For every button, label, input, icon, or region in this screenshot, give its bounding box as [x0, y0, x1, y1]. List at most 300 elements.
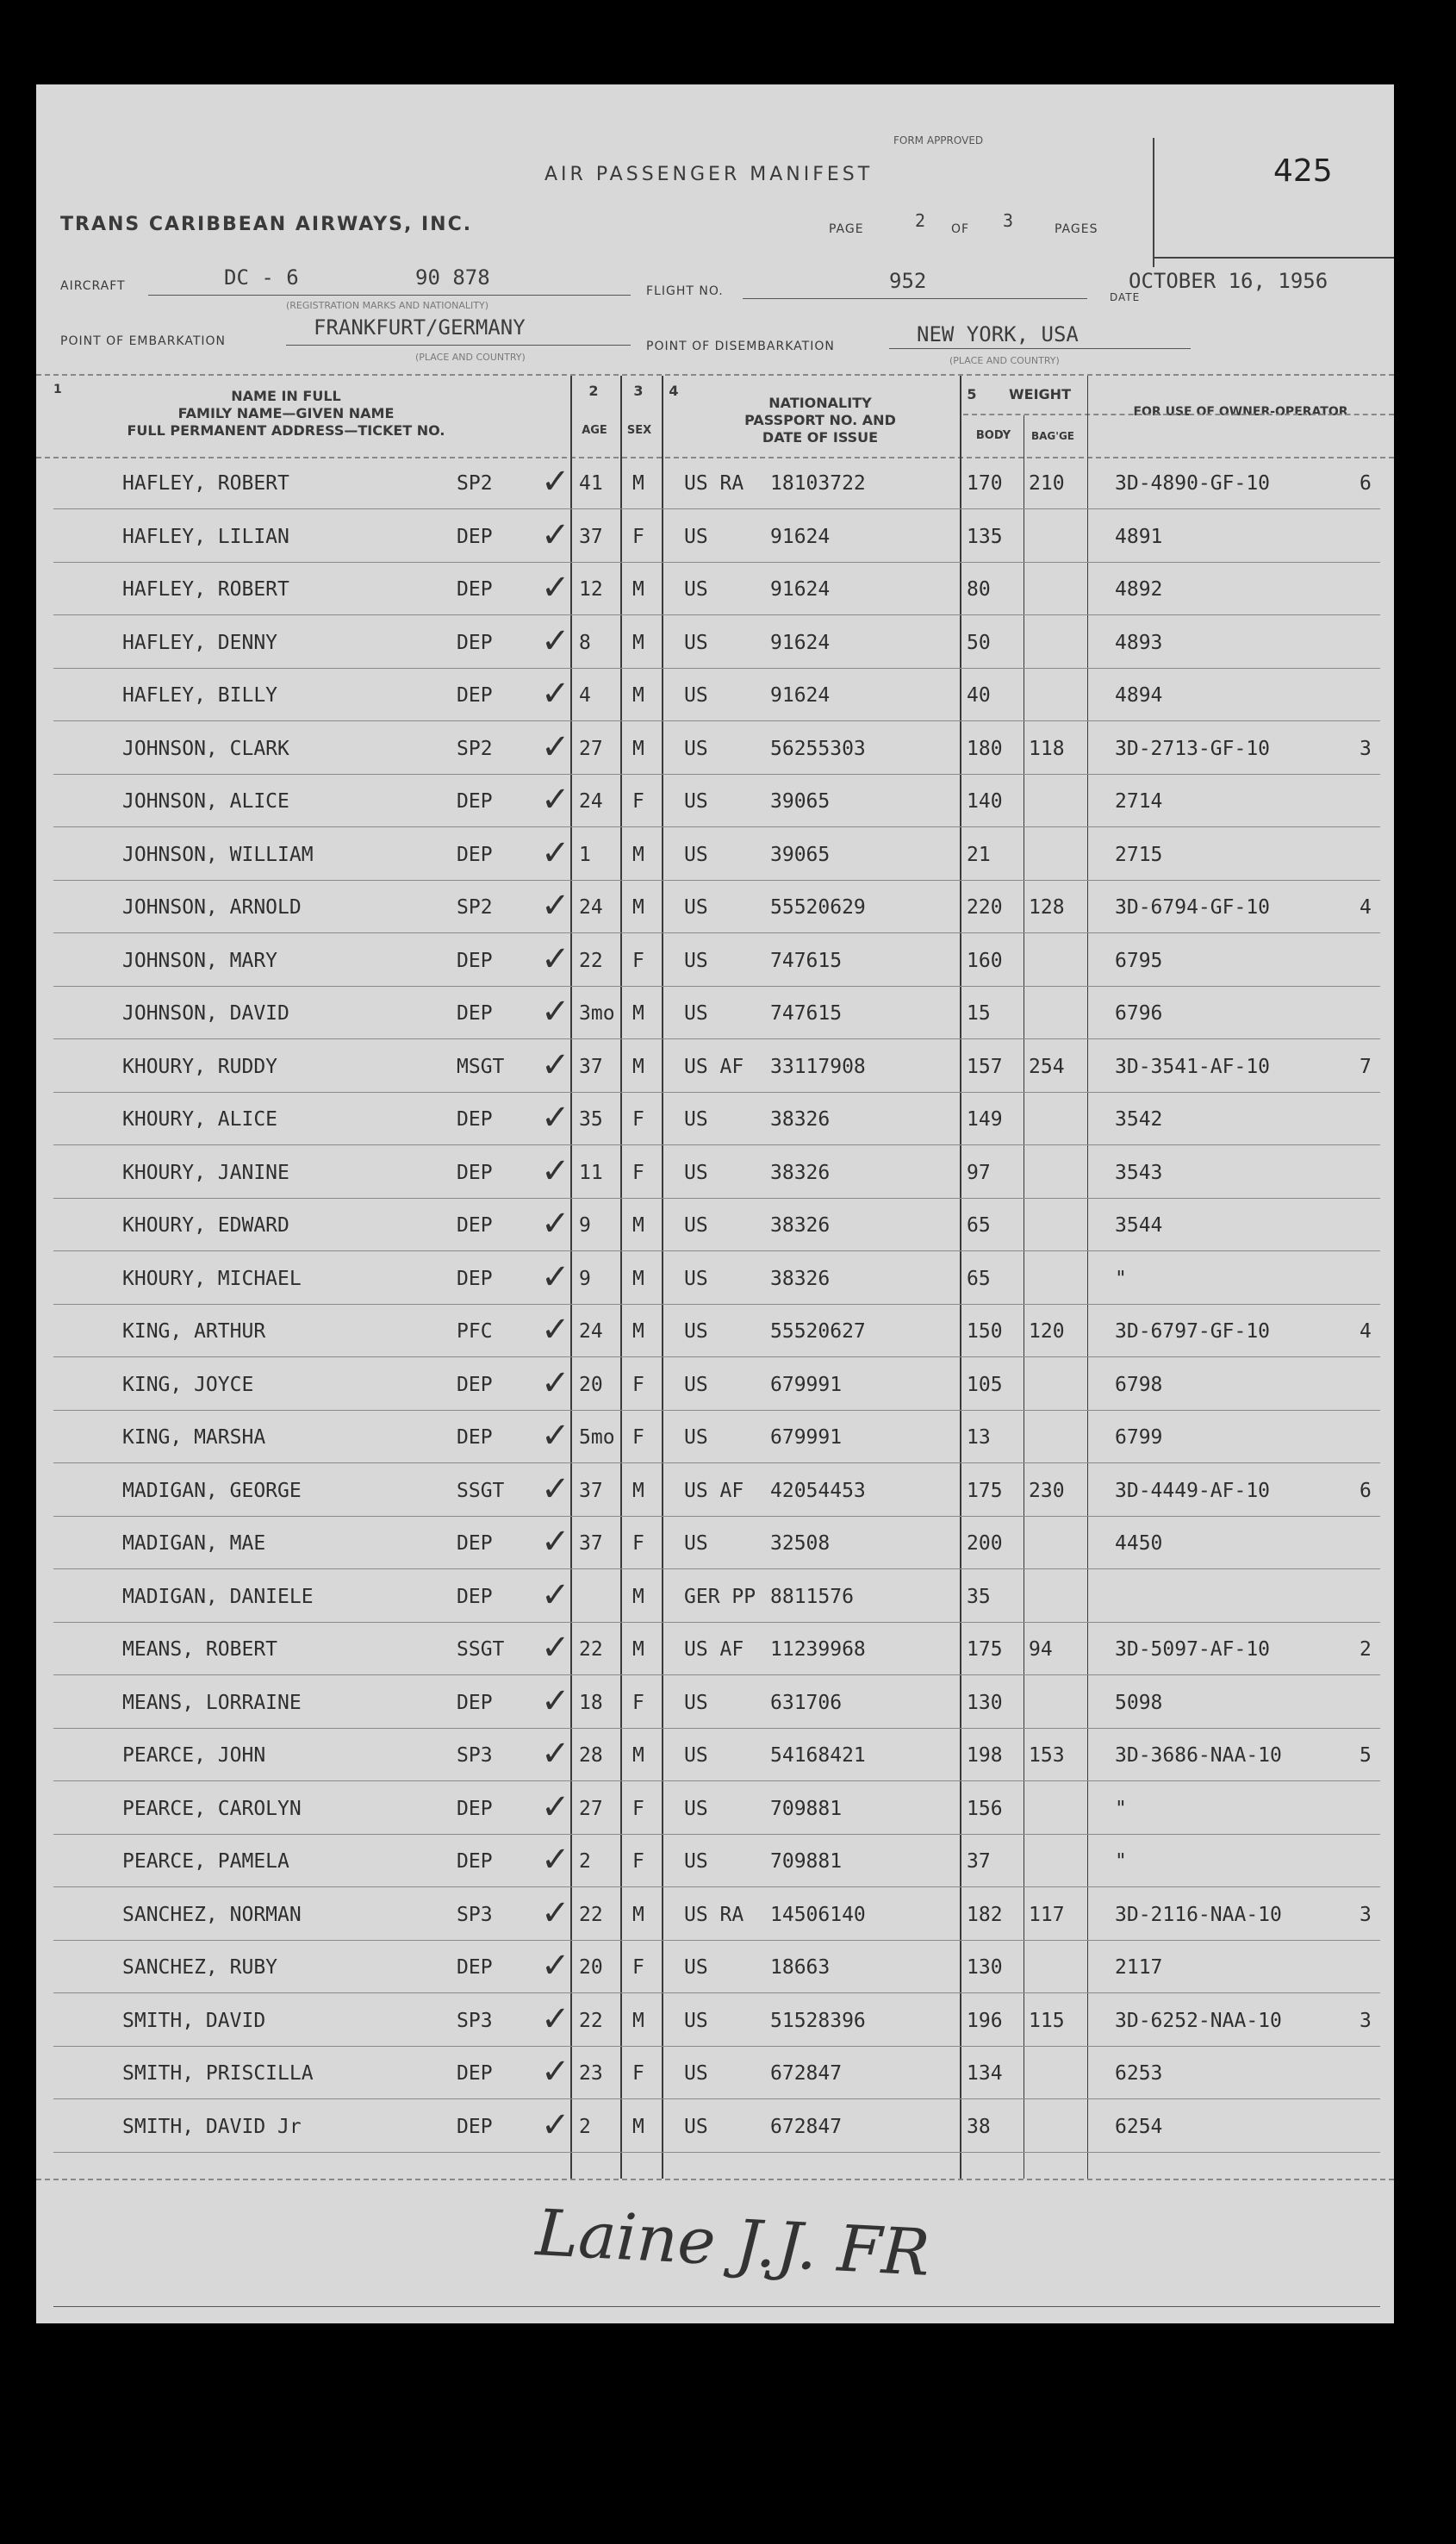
nationality: US: [684, 1691, 708, 1714]
body-weight: 65: [967, 1267, 991, 1290]
passenger-name: KING, MARSHA: [122, 1426, 266, 1449]
passenger-name: MEANS, LORRAINE: [122, 1691, 302, 1714]
owner-extra: 7: [1360, 1055, 1372, 1078]
passenger-sex: F: [632, 1956, 644, 1979]
body-weight: 97: [967, 1161, 991, 1184]
ticket-no: DEP: [457, 631, 493, 654]
nationality: US: [684, 1320, 708, 1343]
baggage-weight: 230: [1029, 1479, 1065, 1502]
nationality: US: [684, 525, 708, 548]
owner-code: 4450: [1115, 1532, 1163, 1555]
signature-line: [53, 2306, 1380, 2307]
check-mark-icon: ✓: [541, 674, 570, 714]
passenger-sex: M: [632, 1585, 644, 1608]
passenger-name: MADIGAN, DANIELE: [122, 1585, 314, 1608]
owner-extra: 6: [1360, 472, 1372, 495]
body-weight: 170: [967, 472, 1003, 495]
passenger-name: KHOURY, MICHAEL: [122, 1267, 302, 1290]
passenger-age: 24: [579, 1320, 603, 1343]
body-weight: 149: [967, 1108, 1003, 1131]
page-box-bottom-border: [1153, 257, 1394, 259]
baggage-weight: 115: [1029, 2009, 1065, 2032]
ticket-no: DEP: [457, 1850, 493, 1873]
passenger-age: 24: [579, 790, 603, 813]
owner-code: 3D-5097-AF-10: [1115, 1638, 1271, 1661]
check-mark-icon: ✓: [541, 1204, 570, 1244]
disembarkation-point: NEW YORK, USA: [917, 322, 1079, 346]
passenger-name: JOHNSON, WILLIAM: [122, 843, 314, 866]
table-row: [36, 563, 1394, 616]
nationality: GER PP: [684, 1585, 756, 1608]
ticket-no: DEP: [457, 1691, 493, 1714]
nationality: US: [684, 1744, 708, 1767]
passport-no: 55520627: [770, 1320, 866, 1343]
date-label: DATE: [1110, 291, 1141, 303]
passenger-age: 37: [579, 1479, 603, 1502]
check-mark-icon: ✓: [541, 780, 570, 820]
passport-no: 91624: [770, 525, 831, 548]
col-baggage-header: BAG'GE: [1030, 430, 1074, 442]
flight-underline: [743, 298, 1087, 299]
nationality: US: [684, 2115, 708, 2138]
ticket-no: SSGT: [457, 1638, 505, 1661]
disembarkation-sub: (PLACE AND COUNTRY): [949, 355, 1060, 366]
passenger-sex: M: [632, 896, 644, 919]
check-mark-icon: ✓: [541, 938, 570, 979]
body-weight: 65: [967, 1214, 991, 1237]
table-row: [36, 1888, 1394, 1942]
passenger-name: JOHNSON, ARNOLD: [122, 896, 302, 919]
col-age-header: AGE: [582, 424, 607, 437]
owner-code: 5098: [1115, 1691, 1163, 1714]
table-row: [36, 510, 1394, 564]
nationality: US: [684, 631, 708, 654]
passenger-name: HAFLEY, LILIAN: [122, 525, 289, 548]
ticket-no: DEP: [457, 1161, 493, 1184]
passenger-name: KHOURY, RUDDY: [122, 1055, 278, 1078]
passenger-name: SMITH, DAVID Jr: [122, 2115, 302, 2138]
weight-rule: [963, 414, 1394, 415]
table-row: [36, 1941, 1394, 1994]
ticket-no: SP2: [457, 896, 493, 919]
nationality: US: [684, 1532, 708, 1555]
owner-code: 3D-6252-NAA-10: [1115, 2009, 1282, 2032]
passport-no: 18103722: [770, 472, 866, 495]
owner-code: 3D-2116-NAA-10: [1115, 1903, 1282, 1926]
ticket-no: DEP: [457, 2062, 493, 2085]
body-weight: 134: [967, 2062, 1003, 2085]
check-mark-icon: ✓: [541, 1416, 570, 1456]
passenger-sex: F: [632, 1426, 644, 1449]
nationality: US: [684, 684, 708, 707]
passenger-sex: M: [632, 684, 644, 707]
passenger-name: MADIGAN, MAE: [122, 1532, 266, 1555]
table-row: [36, 1464, 1394, 1518]
check-mark-icon: ✓: [541, 726, 570, 767]
baggage-weight: 128: [1029, 896, 1065, 919]
page-label: PAGE: [829, 222, 864, 236]
passenger-sex: F: [632, 1161, 644, 1184]
flight-no: 952: [889, 269, 927, 293]
nationality: US RA: [684, 472, 744, 495]
body-weight: 182: [967, 1903, 1003, 1926]
col3-number: 3: [633, 383, 644, 399]
passenger-name: JOHNSON, CLARK: [122, 737, 289, 760]
owner-code: 3542: [1115, 1108, 1163, 1131]
check-mark-icon: ✓: [541, 1044, 570, 1085]
owner-code: 4891: [1115, 525, 1163, 548]
passenger-age: 37: [579, 525, 603, 548]
check-mark-icon: ✓: [541, 1998, 570, 2039]
passport-no: 51528396: [770, 2009, 866, 2032]
table-row: [36, 1782, 1394, 1836]
nationality: US: [684, 949, 708, 972]
owner-code: 6253: [1115, 2062, 1163, 2085]
embarkation-point: FRANKFURT/GERMANY: [314, 315, 526, 340]
body-weight: 80: [967, 578, 991, 601]
body-weight: 180: [967, 737, 1003, 760]
passenger-age: 1: [579, 843, 591, 866]
nationality: US: [684, 1267, 708, 1290]
body-weight: 140: [967, 790, 1003, 813]
nationality: US: [684, 578, 708, 601]
passport-no: 11239968: [770, 1638, 866, 1661]
ticket-no: DEP: [457, 1797, 493, 1820]
owner-extra: 3: [1360, 1903, 1372, 1926]
passport-no: 39065: [770, 790, 831, 813]
ticket-no: SSGT: [457, 1479, 505, 1502]
passenger-sex: F: [632, 1691, 644, 1714]
owner-code: 2715: [1115, 843, 1163, 866]
page-number-stamp: 425: [1273, 153, 1333, 189]
aircraft-type: DC - 6: [224, 265, 299, 290]
passport-no: 42054453: [770, 1479, 866, 1502]
body-weight: 157: [967, 1055, 1003, 1078]
nationality: US: [684, 1373, 708, 1396]
col-name-header: NAME IN FULL FAMILY NAME—GIVEN NAME FULL PERMANENT ADDRESS—TICKET NO.: [127, 388, 445, 439]
owner-extra: 4: [1360, 1320, 1372, 1343]
baggage-weight: 254: [1029, 1055, 1065, 1078]
passport-no: 38326: [770, 1267, 831, 1290]
col-sex-header: SEX: [626, 424, 652, 437]
table-row: [36, 1358, 1394, 1412]
body-weight: 21: [967, 843, 991, 866]
nationality: US: [684, 1956, 708, 1979]
table-row: [36, 934, 1394, 988]
owner-code: 4892: [1115, 578, 1163, 601]
ticket-no: DEP: [457, 1532, 493, 1555]
ticket-no: DEP: [457, 1108, 493, 1131]
passenger-age: 9: [579, 1214, 591, 1237]
table-row: [36, 1517, 1394, 1570]
owner-extra: 3: [1360, 2009, 1372, 2032]
passenger-name: SANCHEZ, NORMAN: [122, 1903, 302, 1926]
nationality: US: [684, 790, 708, 813]
table-row: [36, 1411, 1394, 1464]
passenger-sex: M: [632, 1903, 644, 1926]
owner-extra: 6: [1360, 1479, 1372, 1502]
check-mark-icon: ✓: [541, 1150, 570, 1191]
owner-code: 3D-6797-GF-10: [1115, 1320, 1271, 1343]
table-row: [36, 1994, 1394, 2048]
body-weight: 160: [967, 949, 1003, 972]
owner-extra: 4: [1360, 896, 1372, 919]
col1-number: 1: [53, 383, 62, 396]
baggage-weight: 94: [1029, 1638, 1053, 1661]
table-row: [36, 775, 1394, 828]
passport-no: 39065: [770, 843, 831, 866]
nationality: US: [684, 1797, 708, 1820]
passenger-sex: M: [632, 578, 644, 601]
ticket-no: DEP: [457, 1585, 493, 1608]
airline-name: TRANS CARIBBEAN AIRWAYS, INC.: [60, 214, 473, 235]
ticket-no: SP2: [457, 737, 493, 760]
body-weight: 200: [967, 1532, 1003, 1555]
form-approved: FORM APPROVED: [893, 134, 984, 147]
owner-code: ": [1115, 1850, 1127, 1873]
body-weight: 135: [967, 525, 1003, 548]
ticket-no: DEP: [457, 1373, 493, 1396]
owner-code: 2714: [1115, 790, 1163, 813]
body-weight: 175: [967, 1479, 1003, 1502]
passenger-sex: F: [632, 790, 644, 813]
flight-label: FLIGHT NO.: [646, 284, 724, 298]
nationality: US AF: [684, 1479, 744, 1502]
passport-no: 672847: [770, 2062, 843, 2085]
passenger-sex: F: [632, 1850, 644, 1873]
body-weight: 38: [967, 2115, 991, 2138]
body-weight: 37: [967, 1850, 991, 1873]
passport-no: 32508: [770, 1532, 831, 1555]
passport-no: 8811576: [770, 1585, 854, 1608]
body-weight: 35: [967, 1585, 991, 1608]
passenger-age: 2: [579, 1850, 591, 1873]
owner-code: ": [1115, 1797, 1127, 1820]
nationality: US: [684, 2062, 708, 2085]
body-weight: 150: [967, 1320, 1003, 1343]
passport-no: 38326: [770, 1161, 831, 1184]
owner-code: 4894: [1115, 684, 1163, 707]
passenger-age: 22: [579, 1903, 603, 1926]
embarkation-label: POINT OF EMBARKATION: [60, 334, 227, 348]
passenger-age: 24: [579, 896, 603, 919]
nationality: US AF: [684, 1638, 744, 1661]
ticket-no: SP2: [457, 472, 493, 495]
passport-no: 55520629: [770, 896, 866, 919]
passenger-age: 12: [579, 578, 603, 601]
owner-extra: 2: [1360, 1638, 1372, 1661]
table-row: [36, 1570, 1394, 1624]
body-weight: 196: [967, 2009, 1003, 2032]
body-weight: 15: [967, 1002, 991, 1025]
passport-no: 631706: [770, 1691, 843, 1714]
passenger-name: KHOURY, ALICE: [122, 1108, 278, 1131]
registration-label: (REGISTRATION MARKS AND NATIONALITY): [286, 300, 489, 311]
signature: Laine J.J. FR: [534, 2196, 932, 2291]
baggage-weight: 210: [1029, 472, 1065, 495]
nationality: US: [684, 1426, 708, 1449]
baggage-weight: 153: [1029, 1744, 1065, 1767]
table-row: [36, 1040, 1394, 1094]
passenger-age: 22: [579, 949, 603, 972]
flight-date: OCTOBER 16, 1956: [1129, 269, 1328, 293]
header-rule-top: [36, 374, 1394, 376]
nationality: US: [684, 1161, 708, 1184]
check-mark-icon: ✓: [541, 462, 570, 502]
owner-code: 3D-2713-GF-10: [1115, 737, 1271, 760]
table-row: [36, 457, 1394, 510]
passport-no: 56255303: [770, 737, 866, 760]
passenger-sex: M: [632, 2115, 644, 2138]
table-row: [36, 828, 1394, 882]
body-weight: 198: [967, 1744, 1003, 1767]
aircraft-registration: 90 878: [415, 265, 490, 290]
check-mark-icon: ✓: [541, 2104, 570, 2145]
ticket-no: DEP: [457, 790, 493, 813]
check-mark-icon: ✓: [541, 1786, 570, 1827]
ticket-no: DEP: [457, 843, 493, 866]
check-mark-icon: ✓: [541, 1680, 570, 1721]
check-mark-icon: ✓: [541, 1256, 570, 1297]
passport-no: 709881: [770, 1850, 843, 1873]
body-weight: 105: [967, 1373, 1003, 1396]
passenger-name: KHOURY, EDWARD: [122, 1214, 289, 1237]
passenger-sex: F: [632, 1108, 644, 1131]
check-mark-icon: ✓: [541, 1468, 570, 1509]
passenger-name: JOHNSON, MARY: [122, 949, 278, 972]
passport-no: 18663: [770, 1956, 831, 1979]
check-mark-icon: ✓: [541, 1628, 570, 1668]
manifest-title: AIR PASSENGER MANIFEST: [544, 164, 874, 185]
table-row: [36, 1835, 1394, 1888]
aircraft-label: AIRCRAFT: [60, 279, 126, 293]
check-mark-icon: ✓: [541, 1522, 570, 1562]
check-mark-icon: ✓: [541, 1362, 570, 1403]
table-row: [36, 881, 1394, 934]
passenger-name: KHOURY, JANINE: [122, 1161, 289, 1184]
passenger-age: 20: [579, 1373, 603, 1396]
pages-total: 3: [1003, 210, 1014, 231]
ticket-no: DEP: [457, 1214, 493, 1237]
table-row: [36, 1623, 1394, 1676]
passenger-name: KING, JOYCE: [122, 1373, 254, 1396]
owner-code: 6795: [1115, 949, 1163, 972]
body-weight: 50: [967, 631, 991, 654]
body-weight: 220: [967, 896, 1003, 919]
passport-no: 14506140: [770, 1903, 866, 1926]
ticket-no: SP3: [457, 1744, 493, 1767]
passenger-age: 11: [579, 1161, 603, 1184]
page-box-left-border: [1153, 138, 1154, 267]
passenger-sex: M: [632, 1214, 644, 1237]
passenger-age: 35: [579, 1108, 603, 1131]
passenger-sex: M: [632, 631, 644, 654]
embarkation-sub: (PLACE AND COUNTRY): [415, 352, 526, 363]
owner-code: 4893: [1115, 631, 1163, 654]
check-mark-icon: ✓: [541, 1734, 570, 1774]
owner-code: ": [1115, 1267, 1127, 1290]
table-row: [36, 1676, 1394, 1730]
check-mark-icon: ✓: [541, 568, 570, 608]
table-row: [36, 1093, 1394, 1146]
passenger-age: 20: [579, 1956, 603, 1979]
table-row: [36, 1729, 1394, 1782]
passenger-age: 37: [579, 1055, 603, 1078]
check-mark-icon: ✓: [541, 1946, 570, 1986]
ticket-no: DEP: [457, 684, 493, 707]
check-mark-icon: ✓: [541, 1574, 570, 1615]
passenger-sex: F: [632, 1532, 644, 1555]
table-row: [36, 1146, 1394, 1200]
disembarkation-label: POINT OF DISEMBARKATION: [646, 340, 835, 353]
passenger-sex: M: [632, 1638, 644, 1661]
passenger-name: SANCHEZ, RUBY: [122, 1956, 278, 1979]
col-owner-header: FOR USE OF OWNER-OPERATOR: [1133, 405, 1348, 419]
owner-code: 6798: [1115, 1373, 1163, 1396]
passenger-sex: M: [632, 2009, 644, 2032]
owner-code: 3543: [1115, 1161, 1163, 1184]
passenger-name: PEARCE, CAROLYN: [122, 1797, 302, 1820]
table-row: [36, 987, 1394, 1040]
passenger-age: 23: [579, 2062, 603, 2085]
body-weight: 175: [967, 1638, 1003, 1661]
of-label: OF: [951, 222, 970, 236]
passenger-age: 2: [579, 2115, 591, 2138]
passenger-name: KING, ARTHUR: [122, 1320, 266, 1343]
aircraft-underline: [148, 295, 631, 296]
passenger-sex: M: [632, 1002, 644, 1025]
nationality: US: [684, 1108, 708, 1131]
nationality: US: [684, 737, 708, 760]
table-row: [36, 669, 1394, 722]
passenger-sex: M: [632, 472, 644, 495]
passenger-sex: F: [632, 1797, 644, 1820]
passenger-age: 9: [579, 1267, 591, 1290]
check-mark-icon: ✓: [541, 1892, 570, 1933]
table-row: [36, 1305, 1394, 1358]
check-mark-icon: ✓: [541, 620, 570, 661]
baggage-weight: 118: [1029, 737, 1065, 760]
ticket-no: DEP: [457, 1267, 493, 1290]
passport-no: 38326: [770, 1108, 831, 1131]
owner-code: 3D-4890-GF-10: [1115, 472, 1271, 495]
passenger-age: 3mo: [579, 1002, 615, 1025]
ticket-no: SP3: [457, 2009, 493, 2032]
check-mark-icon: ✓: [541, 1310, 570, 1350]
owner-extra: 3: [1360, 737, 1372, 760]
body-weight: 130: [967, 1691, 1003, 1714]
passenger-age: 27: [579, 737, 603, 760]
passenger-age: 18: [579, 1691, 603, 1714]
body-weight: 13: [967, 1426, 991, 1449]
passenger-name: PEARCE, JOHN: [122, 1744, 266, 1767]
passenger-sex: M: [632, 843, 644, 866]
passenger-name: HAFLEY, ROBERT: [122, 472, 289, 495]
ticket-no: PFC: [457, 1320, 493, 1343]
check-mark-icon: ✓: [541, 1098, 570, 1138]
passport-no: 709881: [770, 1797, 843, 1820]
body-weight: 40: [967, 684, 991, 707]
col2-number: 2: [588, 383, 599, 399]
table-row: [36, 616, 1394, 670]
ticket-no: MSGT: [457, 1055, 505, 1078]
ticket-no: SP3: [457, 1903, 493, 1926]
passenger-sex: F: [632, 949, 644, 972]
col-body-header: BODY: [975, 429, 1011, 442]
ticket-no: DEP: [457, 1956, 493, 1979]
passenger-sex: M: [632, 1055, 644, 1078]
passenger-sex: F: [632, 525, 644, 548]
